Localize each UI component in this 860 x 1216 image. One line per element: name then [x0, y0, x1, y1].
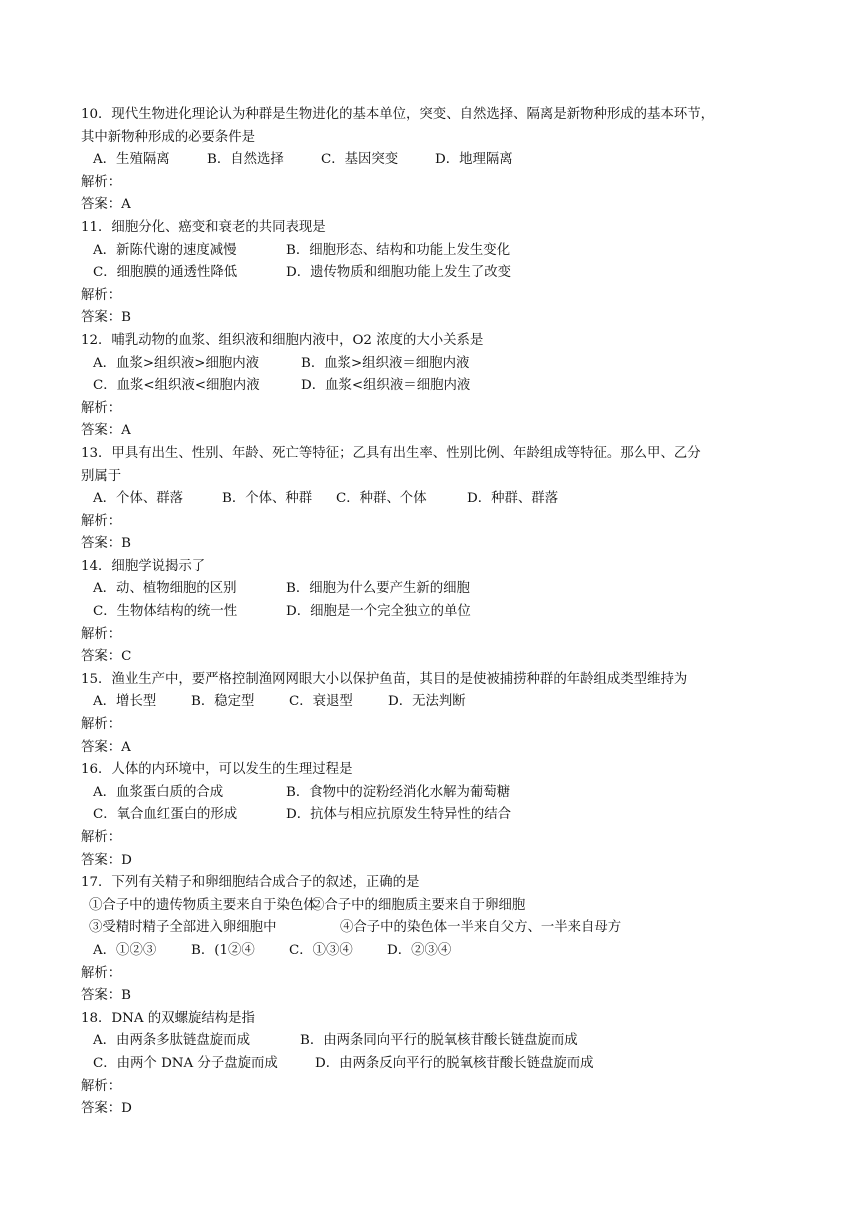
- question-stem: 13．甲具有出生、性别、年龄、死亡等特征；乙具有出生率、性别比例、年龄组成等特征。那么甲、乙分: [81, 445, 701, 461]
- analysis-label: 解析：: [81, 626, 122, 642]
- analysis-label: 解析：: [81, 1078, 122, 1094]
- analysis-label: 解析：: [81, 174, 122, 190]
- answer-label: 答案：A: [81, 739, 131, 755]
- statement-1: ①合子中的遗传物质主要来自于染色体: [89, 897, 317, 913]
- analysis-label: 解析：: [81, 400, 122, 416]
- option-row: [81, 804, 781, 827]
- option-row: [81, 782, 781, 805]
- option-a: A．血浆>组织液>细胞内液: [93, 355, 260, 371]
- option-d: D．种群、群落: [467, 491, 559, 507]
- analysis-label: 解析：: [81, 287, 122, 303]
- question-15: [81, 669, 781, 759]
- answer-label: 答案：D: [81, 852, 132, 868]
- option-b: B．细胞形态、结构和功能上发生变化: [286, 242, 511, 258]
- question-stem: 其中新物种形成的必要条件是: [81, 129, 256, 145]
- statement-3: ③受精时精子全部进入卵细胞中: [89, 920, 277, 936]
- option-c: C．生物体结构的统一性: [93, 604, 238, 620]
- option-row: [81, 240, 781, 263]
- question-11: [81, 217, 781, 330]
- analysis-label: 解析：: [81, 830, 122, 845]
- option-b: B．(1②④: [191, 942, 255, 958]
- option-row: [81, 940, 781, 963]
- option-a: A．动、植物细胞的区别: [93, 581, 237, 597]
- question-stem: 别属于: [81, 468, 122, 484]
- question-stem: 18．DNA 的双螺旋结构是指: [81, 1010, 255, 1026]
- option-c: C．种群、个体: [336, 491, 427, 507]
- option-a: A．由两条多肽链盘旋而成: [93, 1033, 250, 1049]
- question-18: [81, 1008, 781, 1121]
- option-b: B．由两条同向平行的脱氧核苷酸长链盘旋而成: [300, 1033, 578, 1049]
- statement-4: ④合子中的染色体一半来自父方、一半来自母方: [340, 920, 622, 936]
- analysis-label: 解析：: [81, 513, 122, 529]
- option-c: C．衰退型: [289, 694, 353, 710]
- option-b: B．细胞为什么要产生新的细胞: [286, 581, 470, 597]
- option-d: D．细胞是一个完全独立的单位: [286, 604, 471, 620]
- answer-label: 答案：D: [81, 1101, 132, 1117]
- option-b: B．个体、种群: [222, 491, 313, 507]
- answer-label: 答案：A: [81, 197, 131, 213]
- option-row: [81, 1030, 781, 1053]
- option-a: A．①②③: [93, 942, 157, 958]
- option-c: C．氧合血红蛋白的形成: [93, 807, 238, 823]
- option-row: [81, 578, 781, 601]
- question-12: [81, 330, 781, 443]
- option-b: B．食物中的淀粉经消化水解为葡萄糖: [286, 784, 511, 800]
- option-d: D．无法判断: [388, 694, 466, 710]
- question-stem: 10．现代生物进化理论认为种群是生物进化的基本单位，突变、自然选择、隔离是新物种形成的基本环节，: [81, 107, 715, 122]
- option-d: D．遗传物质和细胞功能上发生了改变: [286, 265, 511, 281]
- analysis-label: 解析：: [81, 717, 122, 733]
- option-row: [81, 375, 781, 398]
- option-row: [81, 1053, 781, 1076]
- option-a: A．新陈代谢的速度减慢: [93, 242, 237, 258]
- statement-row: [81, 895, 781, 918]
- option-row: [81, 601, 781, 624]
- option-c: C．①③④: [289, 942, 353, 958]
- option-d: D．抗体与相应抗原发生特异性的结合: [286, 807, 511, 823]
- option-row: [81, 353, 781, 376]
- question-stem: 16．人体的内环境中，可以发生的生理过程是: [81, 762, 353, 778]
- question-stem: 12．哺乳动物的血浆、组织液和细胞内液中，O2 浓度的大小关系是: [81, 332, 484, 348]
- answer-label: 答案：A: [81, 423, 131, 439]
- option-d: D．血浆<组织液＝细胞内液: [301, 378, 471, 394]
- question-stem: 11．细胞分化、癌变和衰老的共同表现是: [81, 219, 326, 235]
- statement-row: [81, 917, 781, 940]
- option-d: D．地理隔离: [435, 152, 513, 168]
- option-a: A．生殖隔离: [93, 152, 170, 168]
- question-10: [81, 104, 781, 217]
- answer-label: 答案：B: [81, 310, 132, 326]
- analysis-label: 解析：: [81, 965, 122, 981]
- option-a: A．血浆蛋白质的合成: [93, 784, 224, 800]
- option-a: A．个体、群落: [93, 491, 184, 507]
- option-b: B．自然选择: [207, 152, 284, 168]
- option-b: B．稳定型: [191, 694, 255, 710]
- question-13: [81, 443, 781, 556]
- option-row: [81, 691, 781, 714]
- option-d: D．由两条反向平行的脱氧核苷酸长链盘旋而成: [315, 1055, 594, 1071]
- option-c: C．基因突变: [321, 152, 399, 168]
- question-list: [81, 104, 781, 1121]
- option-c: C．血浆<组织液<细胞内液: [93, 378, 260, 394]
- question-16: [81, 759, 781, 872]
- question-stem: 14．细胞学说揭示了: [81, 558, 206, 574]
- option-row: [81, 488, 781, 511]
- question-17: [81, 872, 781, 1008]
- question-14: [81, 556, 781, 669]
- option-a: A．增长型: [93, 694, 157, 710]
- option-row: [81, 149, 781, 172]
- question-stem: 15．渔业生产中，要严格控制渔网网眼大小以保护鱼苗，其目的是使被捕捞种群的年龄组成类型维持为: [81, 671, 688, 687]
- option-row: [81, 262, 781, 285]
- option-b: B．血浆>组织液＝细胞内液: [301, 355, 470, 371]
- option-d: D．②③④: [387, 942, 452, 958]
- option-c: C．由两个 DNA 分子盘旋而成: [93, 1055, 278, 1071]
- option-c: C．细胞膜的通透性降低: [93, 265, 238, 281]
- statement-2: ②合子中的细胞质主要来自于卵细胞: [311, 897, 526, 913]
- question-stem: 17．下列有关精子和卵细胞结合成合子的叙述，正确的是: [81, 875, 420, 891]
- answer-label: 答案：B: [81, 536, 132, 552]
- answer-label: 答案：C: [81, 649, 132, 665]
- answer-label: 答案：B: [81, 988, 132, 1004]
